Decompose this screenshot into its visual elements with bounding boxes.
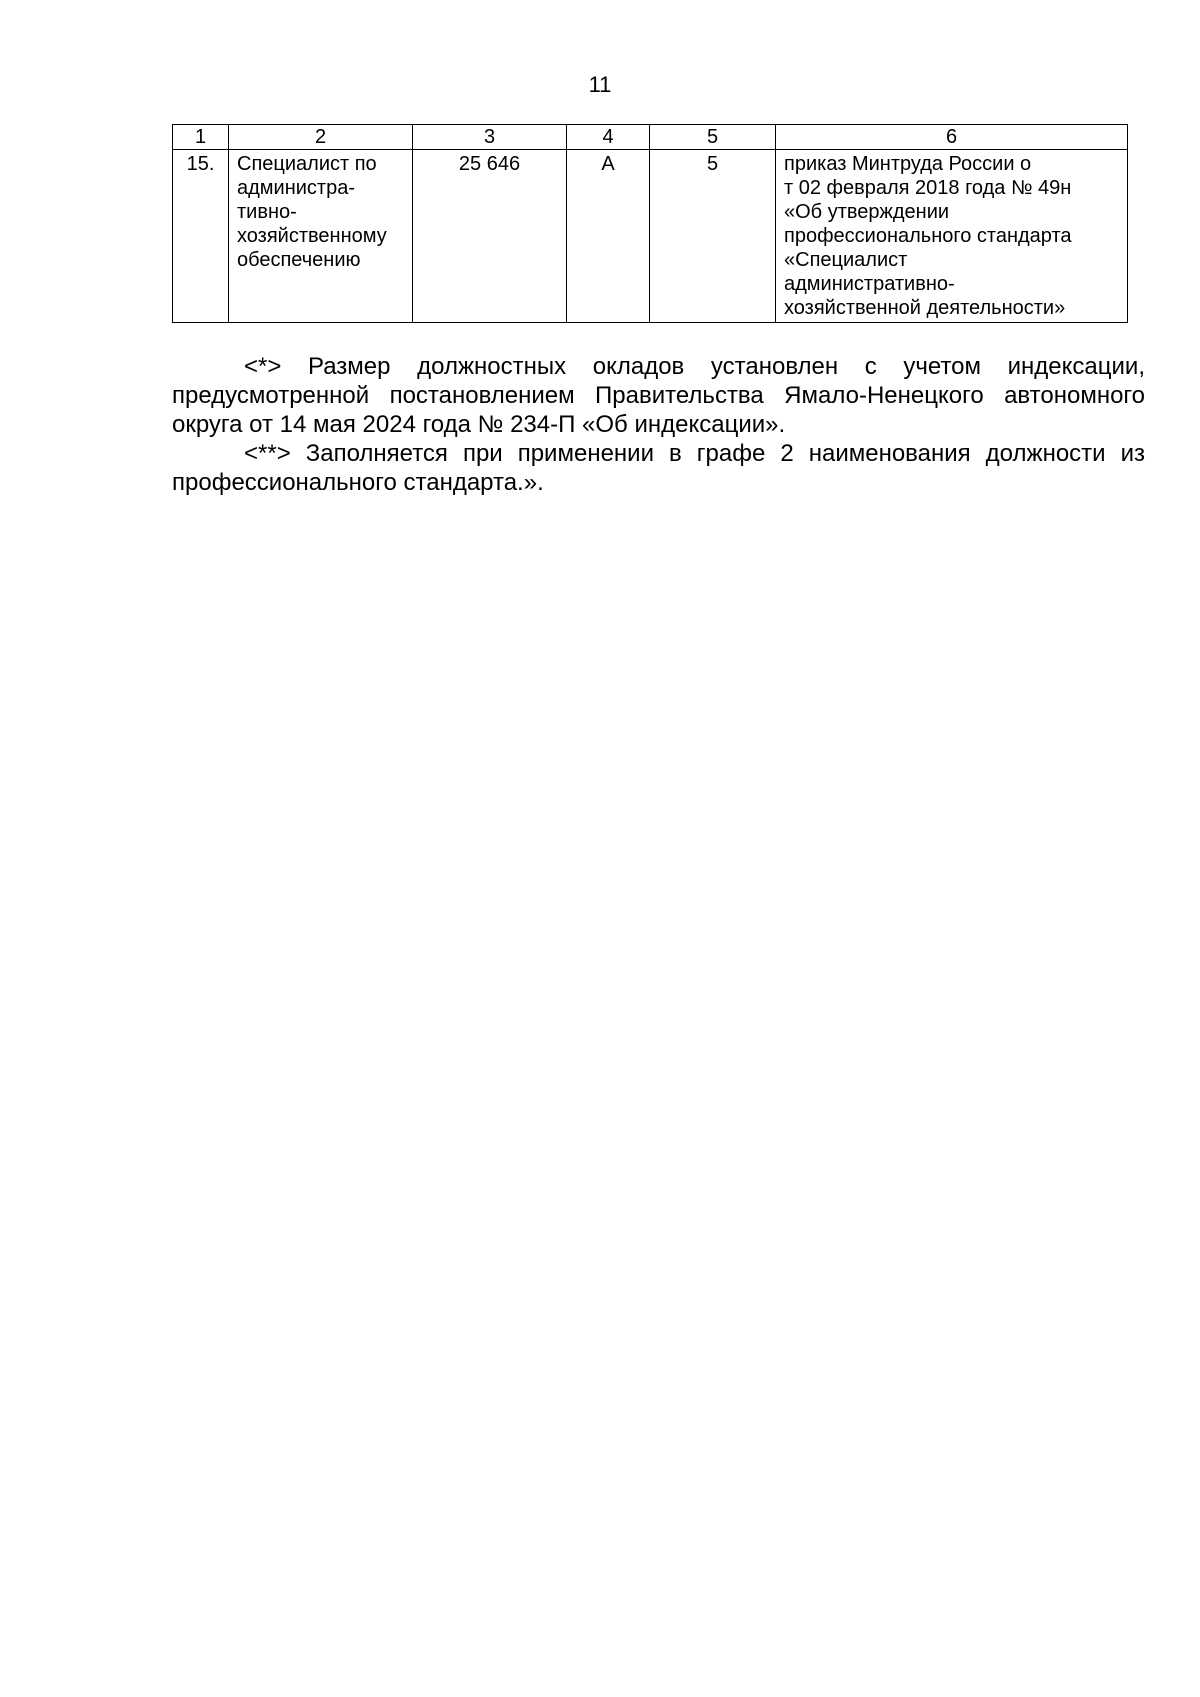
basis-line: т 02 февраля 2018 года № 49н — [784, 177, 1072, 199]
column-header-2: 2 — [229, 125, 413, 150]
basis-line: профессионального стандарта — [784, 225, 1072, 247]
group-cell: А — [567, 150, 650, 323]
positions-table — [172, 124, 1128, 323]
column-header-3: 3 — [413, 125, 567, 150]
page-number: 11 — [588, 72, 612, 97]
footnote-professional-standard: <**> Заполняется при применении в графе 2 наименования должности из профессионального стандарта.». — [172, 440, 1145, 496]
row-number-cell: 15. — [173, 150, 229, 323]
basis-cell — [776, 150, 1128, 323]
footnotes — [172, 352, 1145, 497]
position-name-line: обеспечению — [237, 249, 361, 271]
column-header-1: 1 — [173, 125, 229, 150]
column-header-6: 6 — [776, 125, 1128, 150]
basis-line: хозяйственной деятельности» — [784, 297, 1066, 319]
qualification-cell: 5 — [650, 150, 776, 323]
position-name-line: администра- — [237, 177, 355, 199]
column-header-5: 5 — [650, 125, 776, 150]
salary-cell: 25 646 — [413, 150, 567, 323]
footnote-salary-indexation: <*> Размер должностных окладов установлен с учетом индексации, предусмотренной постановлением Правительства Ямало-Ненецкого автономного округа от 14 мая 2024 года № 234-П «Об индексации». — [172, 353, 1145, 438]
position-name-cell — [229, 150, 413, 323]
table-header-row — [173, 125, 1128, 150]
position-name-line: тивно- — [237, 201, 297, 223]
position-name-line: Специалист по — [237, 153, 377, 175]
basis-line: административно- — [784, 273, 955, 295]
basis-line: «Об утверждении — [784, 201, 950, 223]
table-row — [173, 150, 1128, 323]
table-header — [173, 125, 1128, 150]
basis-line: «Специалист — [784, 249, 908, 271]
column-header-4: 4 — [567, 125, 650, 150]
position-name-line: хозяйственному — [237, 225, 387, 247]
basis-line: приказ Минтруда России о — [784, 153, 1032, 175]
